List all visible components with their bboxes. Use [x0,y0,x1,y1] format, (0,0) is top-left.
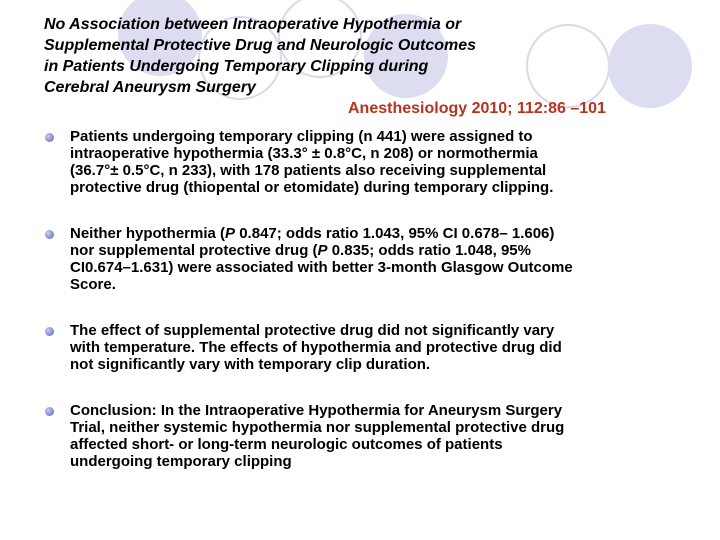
bullet-line [70,225,684,242]
bullet-item [44,402,684,470]
bullet-line: Conclusion: In the Intraoperative Hypothermia for Aneurysm Surgery [70,402,563,419]
bullet-line: Trial, neither systemic hypothermia nor supplemental protective drug [70,419,565,436]
bullet-line: The effect of supplemental protective drug did not significantly vary [70,322,555,339]
bullet-dot-icon [45,327,54,336]
bullet-dot-icon [45,230,54,239]
bullet-line: undergoing temporary clipping [70,453,292,470]
title-line: in Patients Undergoing Temporary Clipping during [44,58,429,75]
bullet-line: not significantly vary with temporary clip duration. [70,356,431,373]
bullet-line: Score. [70,276,116,293]
bullet-line: intraoperative hypothermia (33.3° ± 0.8°C, n 208) or normothermia [70,145,538,162]
title-line: No Association between Intraoperative Hypothermia or [44,16,462,33]
bullet-line: protective drug (thiopental or etomidate) during temporary clipping. [70,179,554,196]
p-value-symbol: P [225,225,236,242]
bullet-item [44,128,684,196]
bullet-item [44,225,684,293]
citation: Anesthesiology 2010; 112:86 –101 [348,100,606,117]
text-segment: 0.847; odds ratio 1.043, 95% CI 0.678– 1.606) [235,225,555,242]
p-value-symbol: P [317,242,328,259]
bullet-line: CI0.674–1.631) were associated with better 3-month Glasgow Outcome [70,259,573,276]
text-segment: nor supplemental protective drug ( [70,242,318,259]
title-line: Cerebral Aneurysm Surgery [44,79,256,96]
bullet-line: with temperature. The effects of hypothermia and protective drug did [70,339,562,356]
slide-title [44,14,644,98]
bullet-dot-icon [45,133,54,142]
bullet-line: (36.7°± 0.5°C, n 233), with 178 patients also receiving supplemental [70,162,547,179]
bullet-dot-icon [45,407,54,416]
bullet-list [44,128,684,470]
bullet-line: Patients undergoing temporary clipping (n 441) were assigned to [70,128,533,145]
bullet-line: affected short- or long-term neurologic outcomes of patients [70,436,503,453]
text-segment: Neither hypothermia ( [70,225,226,242]
text-segment: 0.835; odds ratio 1.048, 95% [327,242,531,259]
bullet-line [70,242,684,259]
title-line: Supplemental Protective Drug and Neurologic Outcomes [44,37,477,54]
bullet-item [44,322,684,373]
